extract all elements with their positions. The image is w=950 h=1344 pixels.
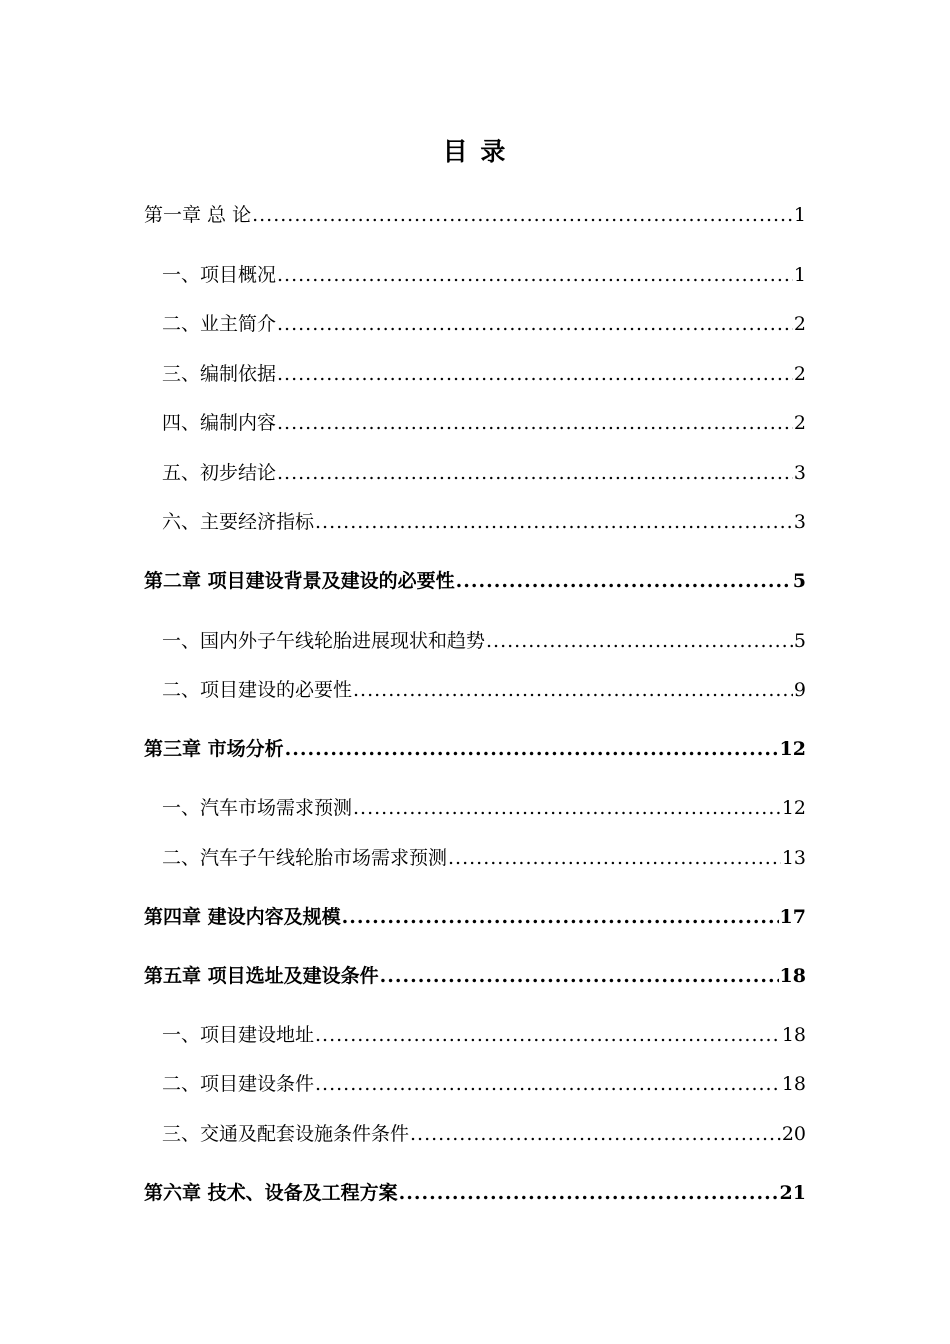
toc-leader-dots — [315, 507, 793, 537]
toc-entry-page: 2 — [793, 363, 806, 385]
toc-leader-dots — [353, 793, 781, 823]
toc-entry-page: 2 — [793, 412, 806, 434]
toc-entry[interactable] — [144, 961, 806, 991]
toc-leader-dots — [456, 566, 792, 596]
toc-leader-dots — [448, 843, 781, 873]
toc-entry-label: 二、业主简介 — [162, 313, 277, 335]
toc-entry-page: 18 — [781, 1024, 806, 1046]
toc-leader-dots — [486, 626, 793, 656]
toc-entry-label: 三、交通及配套设施条件条件 — [162, 1123, 410, 1145]
toc-entry-page: 3 — [793, 462, 806, 484]
toc-leader-dots — [252, 200, 793, 230]
toc-leader-dots — [277, 408, 793, 438]
toc-title: 目 录 — [442, 137, 508, 166]
toc-entry[interactable] — [162, 260, 806, 290]
toc-entry-page: 21 — [779, 1182, 806, 1204]
toc-entry-page: 18 — [781, 1073, 806, 1095]
toc-entry-label: 第六章 技术、设备及工程方案 — [144, 1182, 398, 1204]
toc-leader-dots — [277, 458, 793, 488]
toc-entry-label: 一、国内外子午线轮胎进展现状和趋势 — [162, 630, 486, 652]
toc-leader-dots — [342, 902, 779, 932]
toc-entry[interactable] — [162, 675, 806, 705]
toc-leader-dots — [277, 359, 793, 389]
toc-entry-label: 四、编制内容 — [162, 412, 277, 434]
toc-entry[interactable] — [162, 507, 806, 537]
toc-entry-label: 第三章 市场分析 — [144, 738, 284, 760]
toc-entry[interactable] — [162, 309, 806, 339]
toc-entry-page: 9 — [793, 679, 806, 701]
toc-entry[interactable] — [162, 626, 806, 656]
toc-entry-label: 二、项目建设的必要性 — [162, 679, 353, 701]
toc-entry[interactable] — [162, 843, 806, 873]
toc-entry-label: 第二章 项目建设背景及建设的必要性 — [144, 570, 455, 592]
toc-entry-label: 二、项目建设条件 — [162, 1073, 315, 1095]
toc-entry-page: 13 — [781, 847, 806, 869]
toc-leader-dots — [353, 675, 793, 705]
toc-entry-page: 2 — [793, 313, 806, 335]
toc-leader-dots — [315, 1020, 781, 1050]
toc-leader-dots — [410, 1119, 781, 1149]
toc-entry-page: 20 — [781, 1123, 806, 1145]
toc-leader-dots — [277, 260, 793, 290]
toc-entry-label: 五、初步结论 — [162, 462, 277, 484]
toc-entry-label: 一、汽车市场需求预测 — [162, 797, 353, 819]
toc-entry-page: 3 — [793, 511, 806, 533]
toc-entry[interactable] — [162, 458, 806, 488]
toc-entry-page: 17 — [779, 906, 806, 928]
toc-entry-label: 一、项目建设地址 — [162, 1024, 315, 1046]
toc-entry-label: 二、汽车子午线轮胎市场需求预测 — [162, 847, 448, 869]
toc-entry-page: 18 — [779, 965, 806, 987]
toc-entry[interactable] — [144, 734, 806, 764]
toc-leader-dots — [380, 961, 779, 991]
toc-entry[interactable] — [144, 200, 806, 230]
toc-leader-dots — [277, 309, 793, 339]
toc-entry-page: 12 — [779, 738, 806, 760]
toc-entry[interactable] — [162, 408, 806, 438]
toc-entry[interactable] — [162, 1069, 806, 1099]
toc-entry[interactable] — [162, 793, 806, 823]
toc-entry-label: 第五章 项目选址及建设条件 — [144, 965, 379, 987]
toc-entry[interactable] — [162, 1020, 806, 1050]
toc-leader-dots — [315, 1069, 781, 1099]
toc-entry-page: 12 — [781, 797, 806, 819]
toc-entry[interactable] — [162, 1119, 806, 1149]
toc-entry-label: 六、主要经济指标 — [162, 511, 315, 533]
toc-leader-dots — [285, 734, 779, 764]
toc-entry-page: 1 — [793, 204, 806, 226]
toc-entry[interactable] — [144, 902, 806, 932]
toc-entry[interactable] — [144, 1178, 806, 1208]
toc-entry-label: 第四章 建设内容及规模 — [144, 906, 341, 928]
toc-entry-label: 第一章 总 论 — [144, 204, 252, 226]
toc-entry-page: 1 — [793, 264, 806, 286]
toc-leader-dots — [399, 1178, 779, 1208]
toc-entry-label: 三、编制依据 — [162, 363, 277, 385]
toc-entry-page: 5 — [793, 630, 806, 652]
toc-entry-page: 5 — [792, 570, 806, 592]
toc-entry[interactable] — [144, 566, 806, 596]
toc-entry[interactable] — [162, 359, 806, 389]
toc-entry-label: 一、项目概况 — [162, 264, 277, 286]
